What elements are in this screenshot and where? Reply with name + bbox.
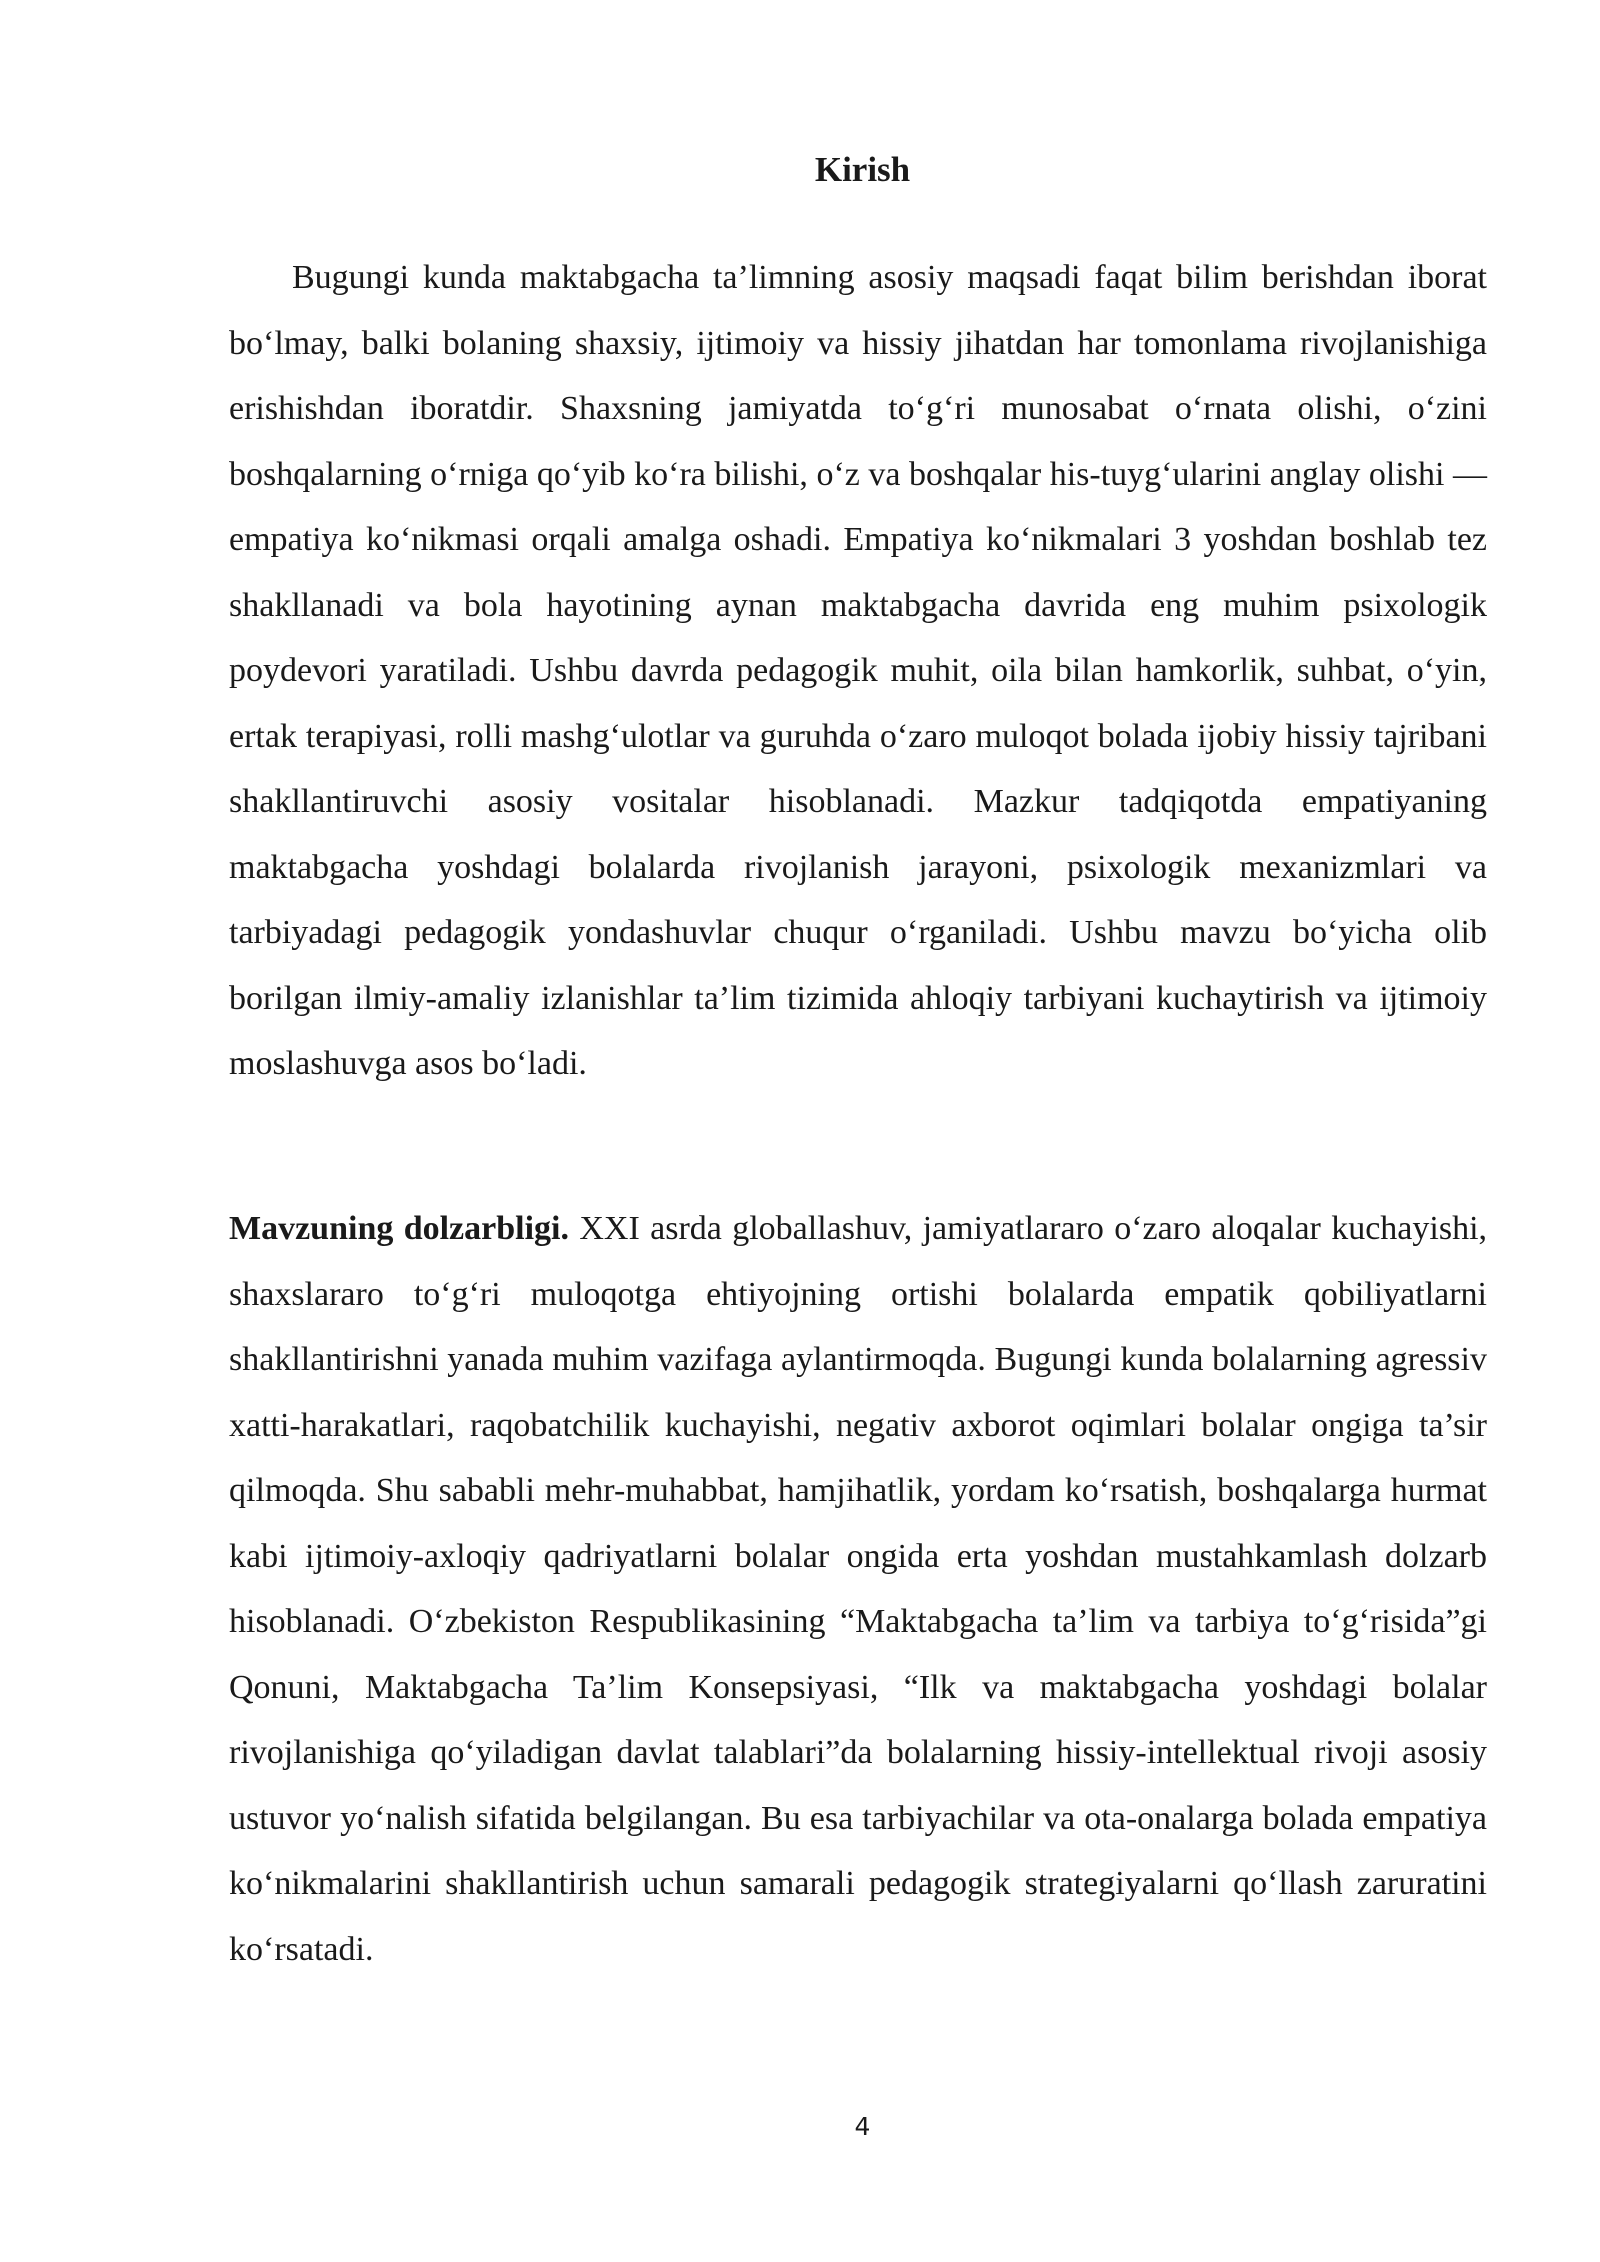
page-number: 4 bbox=[854, 2112, 871, 2141]
relevance-paragraph bbox=[229, 1196, 1487, 1982]
relevance-lead: Mavzuning dolzarbligi. bbox=[229, 1210, 569, 1247]
intro-paragraph: Bugungi kunda maktabgacha ta’limning asosiy maqsadi faqat bilim berishdan iborat bo‘lmay, balki bolaning shaxsiy, ijtimoiy va hissiy jihatdan har tomonlama rivojlanishiga erishishdan iboratdir. Shaxsning jamiyatda to‘g‘ri munosabat o‘rnata olishi, o‘zini boshqalarning o‘rniga qo‘yib ko‘ra bilishi, o‘z va boshqalar his-tuyg‘ularini anglay olishi — empatiya ko‘nikmasi orqali amalga oshadi. Empatiya ko‘nikmalari 3 yoshdan boshlab tez shakllanadi va bola hayotining aynan maktabgacha davrida eng muhim psixologik poydevori yaratiladi. Ushbu davrda pedagogik muhit, oila bilan hamkorlik, suhbat, o‘yin, ertak terapiyasi, rolli mashg‘ulotlar va guruhda o‘zaro muloqot bolada ijobiy hissiy tajribani shakllantiruvchi asosiy vositalar hisoblanadi. Mazkur tadqiqotda empatiyaning maktabgacha yoshdagi bolalarda rivojlanish jarayoni, psixologik mexanizmlari va tarbiyadagi pedagogik yondashuvlar chuqur o‘rganiladi. Ushbu mavzu bo‘yicha olib borilgan ilmiy-amaliy izlanishlar ta’lim tizimida ahloqiy tarbiyani kuchaytirish va ijtimoiy moslashuvga asos bo‘ladi. bbox=[229, 259, 1487, 1082]
relevance-text: XXI asrda globallashuv, jamiyatlararo o‘zaro aloqalar kuchayishi, shaxslararo to‘g‘ri muloqotga ehtiyojning ortishi bolalarda empatik qobiliyatlarni shakllantirishni yanada muhim vazifaga aylantirmoqda. Bugungi kunda bolalarning agressiv xatti-harakatlari, raqobatchilik kuchayishi, negativ axborot oqimlari bolalar ongiga ta’sir qilmoqda. Shu sababli mehr-muhabbat, hamjihatlik, yordam ko‘rsatish, boshqalarga hurmat kabi ijtimoiy-axloqiy qadriyatlarni bolalar ongida erta yoshdan mustahkamlash dolzarb hisoblanadi. O‘zbekiston Respublikasining “Maktabgacha ta’lim va tarbiya to‘g‘risida”gi Qonuni, Maktabgacha Ta’lim Konsepsiyasi, “Ilk va maktabgacha yoshdagi bolalar rivojlanishiga qo‘yiladigan davlat talablari”da bolalarning hissiy-intellektual rivoji asosiy ustuvor yo‘nalish sifatida belgilangan. Bu esa tarbiyachilar va ota-onalarga bolada empatiya ko‘nikmalarini shakllantirish uchun samarali pedagogik strategiyalarni qo‘llash zaruratini ko‘rsatadi. bbox=[229, 1210, 1488, 1968]
section-heading: Kirish bbox=[814, 150, 911, 189]
